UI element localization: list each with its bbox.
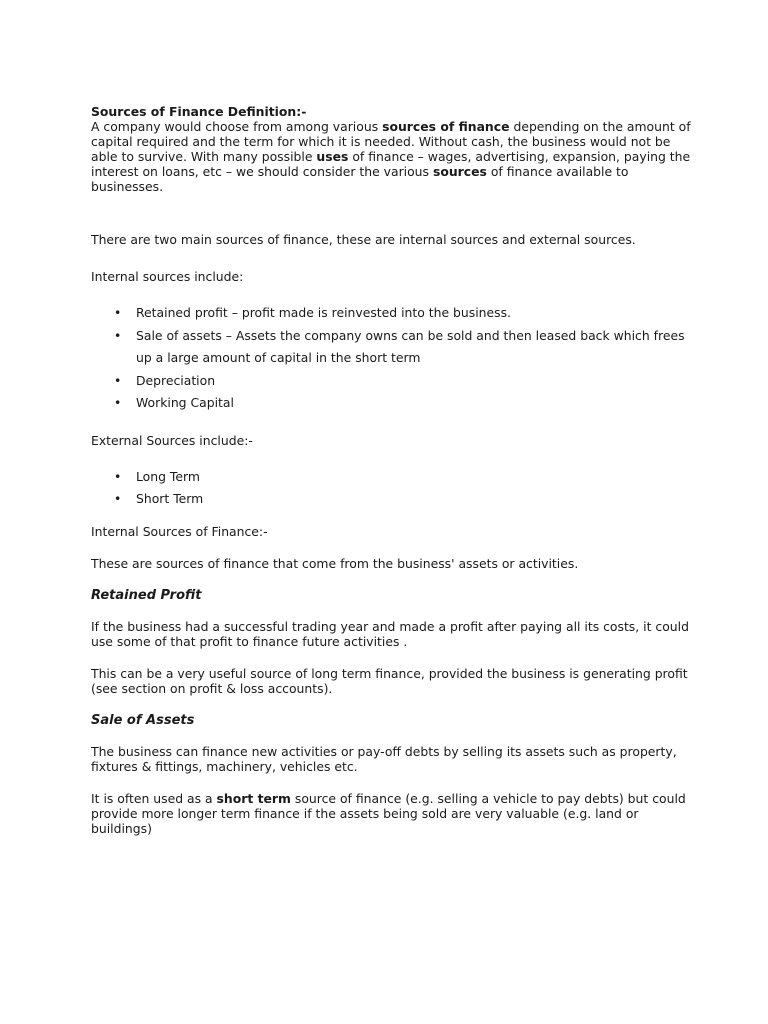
intro-bold-sources: sources [432, 164, 487, 179]
external-sources-heading: External Sources include:- [91, 432, 253, 448]
list-item: • Sale of assets – Assets the company owns can be sold and then leased back which frees up a large amount of capital in the short term [91, 325, 691, 370]
sale-of-assets-paragraph-1: The business can finance new activities or pay-off debts by selling its assets such as property, fixtures & fittings, machinery, vehicles etc. [91, 743, 677, 774]
definition-heading: Sources of Finance Definition:- [91, 104, 307, 119]
sale-bold-short-term: short term [216, 790, 291, 806]
list-item: • Retained profit – profit made is reinvested into the business. [91, 302, 691, 325]
list-item: • Short Term [91, 488, 691, 511]
sale-of-assets-heading: Sale of Assets [91, 712, 195, 728]
sale-of-assets-paragraph-2 [91, 791, 691, 836]
intro-paragraph [91, 104, 691, 194]
document-page [91, 104, 691, 836]
retained-profit-heading: Retained Profit [91, 587, 202, 603]
sale-text-2: source of finance (e.g. selling a vehicle to pay debts) but could provide more longer term finance if the assets being sold are very valuable (e.g. land or buildings) [91, 790, 686, 836]
intro-bold-sources-of-finance: sources of finance [382, 119, 510, 134]
intro-text-1: A company would choose from among various [91, 119, 383, 134]
internal-sources-heading: Internal sources include: [91, 269, 244, 284]
intro-text-3: of finance – wages, advertising, expansion, paying the interest on loans, etc – we should consider the various [91, 149, 691, 179]
internal-sources-list [91, 302, 691, 415]
main-sources-paragraph: There are two main sources of finance, these are internal sources and external sources. [91, 232, 636, 247]
internal-finance-heading: Internal Sources of Finance:- [91, 523, 268, 539]
sale-text-1: It is often used as a [91, 790, 217, 806]
intro-bold-uses: uses [316, 149, 349, 164]
intro-text-4: of finance available to businesses. [91, 164, 629, 194]
intro-text-2: depending on the amount of capital required and the term for which it is needed. Without cash, the business would not be able to survive. With many possible [91, 119, 691, 164]
internal-finance-description: These are sources of finance that come from the business' assets or activities. [91, 555, 579, 571]
list-item: • Depreciation [91, 370, 691, 393]
list-item: • Working Capital [91, 392, 691, 415]
retained-profit-paragraph-1: If the business had a successful trading year and made a profit after paying all its costs, it could use some of that profit to finance future activities . [91, 618, 689, 649]
external-sources-list [91, 466, 691, 511]
retained-profit-paragraph-2: This can be a very useful source of long term finance, provided the business is generating profit (see section on profit & loss accounts). [91, 665, 688, 696]
list-item: • Long Term [91, 466, 691, 489]
